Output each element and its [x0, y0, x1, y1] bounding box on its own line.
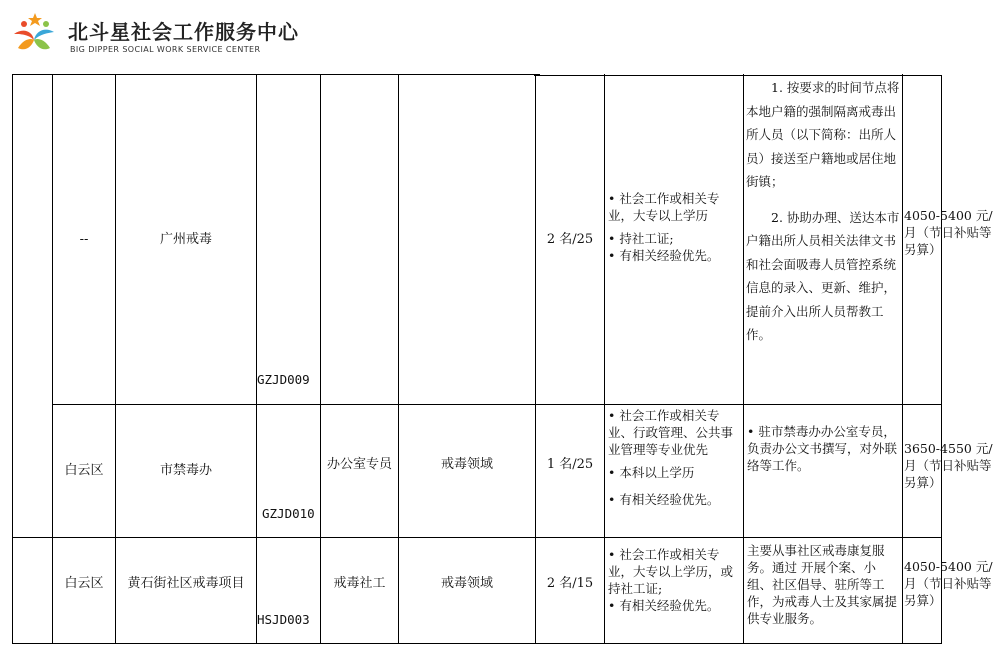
unit-cell: 黄石街社区戒毒项目	[127, 576, 245, 591]
duty-item: 2. 协助办理、送达本市户籍出所人员相关法律文书和社会面吸毒人员管控系统信息的录入、更新、维护，提前介入出所人员帮教工作。	[746, 209, 900, 342]
position-cell: 办公室专员	[326, 457, 392, 472]
count-cell: 2 名/25	[546, 231, 594, 247]
requirement-item: • 社会工作或相关专业，大专以上学历，或持社工证;	[608, 547, 734, 596]
requirements-cell	[608, 546, 740, 620]
field-cell: 戒毒领域	[440, 457, 493, 472]
requirements-cell	[608, 190, 740, 270]
code-cell: GZJD009	[257, 372, 310, 387]
requirement-item: • 有相关经验优先。	[608, 598, 720, 613]
requirement-item: • 社会工作或相关专业，大专以上学历	[608, 191, 720, 223]
salary-cell: 3650-4550 元/月（节日补贴等另算）	[904, 441, 993, 490]
requirement-item: • 社会工作或相关专业、行政管理、公共事业管理等专业优先	[608, 408, 734, 457]
unit-cell: 广州戒毒	[159, 231, 212, 247]
salary-cell: 4050-5400 元/月（节日补贴等另算）	[904, 208, 993, 257]
requirement-item: • 有相关经验优先。	[608, 492, 720, 507]
code-cell: HSJD003	[257, 612, 310, 627]
code-cell: GZJD010	[262, 506, 315, 521]
duties-cell: 主要从事社区戒毒康复服务。通过 开展个案、小组、社区倡导、驻所等工作，为戒毒人士及其家属提供专业服务。	[747, 543, 898, 626]
position-cell: 戒毒社工	[333, 576, 386, 591]
district-cell: 白云区	[64, 576, 104, 591]
requirement-item: • 持社工证;	[608, 231, 674, 246]
field-cell: 戒毒领域	[440, 576, 493, 591]
org-name-cn: 北斗星社会工作服务中心	[68, 20, 299, 44]
duties-cell: • 驻市禁毒办办公室专员，负责办公文书撰写，对外联络等工作。	[747, 424, 898, 473]
salary-cell: 4050-5400 元/月（节日补贴等另算）	[904, 559, 993, 608]
unit-cell: 市禁毒办	[159, 463, 212, 478]
org-name-en: BIG DIPPER SOCIAL WORK SERVICE CENTER	[70, 45, 261, 54]
district-cell: 白云区	[64, 463, 104, 478]
position-cell	[321, 75, 398, 404]
requirement-item: • 有相关经验优先。	[608, 248, 720, 263]
duty-item: 1. 按要求的时间节点将本地户籍的强制隔离戒毒出所人员（以下简称：出所人员）接送至户籍地或居住地街镇；	[746, 80, 900, 189]
requirements-cell	[608, 407, 740, 514]
count-cell: 2 名/15	[546, 576, 594, 591]
field-cell	[399, 75, 535, 404]
count-cell: 1 名/25	[546, 457, 594, 472]
requirement-item: • 本科以上学历	[608, 465, 695, 480]
district-cell: --	[79, 231, 89, 247]
duties-cell	[746, 76, 900, 347]
